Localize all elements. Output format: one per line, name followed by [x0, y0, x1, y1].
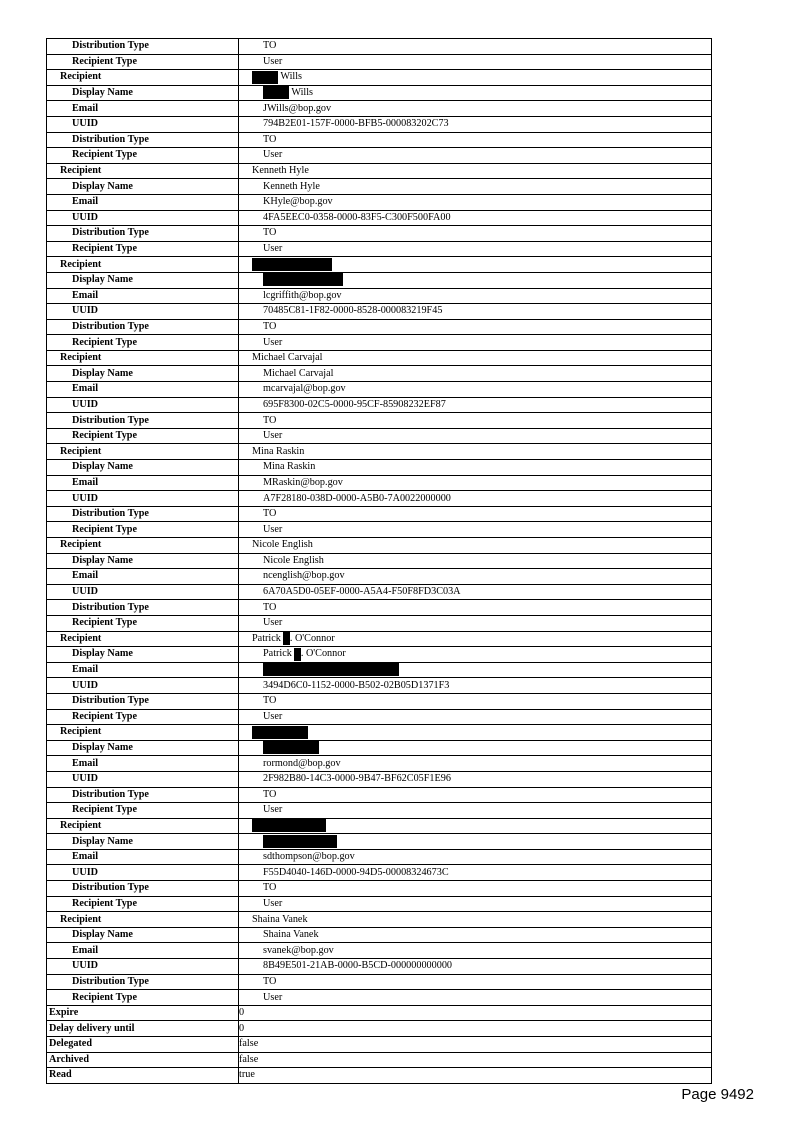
field-value-text: User: [263, 243, 283, 255]
metadata-row: [47, 506, 712, 522]
metadata-row: [47, 475, 712, 491]
metadata-row: [47, 413, 712, 429]
field-label: Recipient: [47, 912, 239, 928]
metadata-row: [47, 927, 712, 943]
field-value: [239, 943, 712, 959]
field-value: [239, 460, 712, 476]
field-value: [239, 662, 712, 678]
metadata-row: [47, 163, 712, 179]
metadata-row: [47, 1068, 712, 1084]
field-value: [239, 210, 712, 226]
metadata-row: [47, 959, 712, 975]
field-value: [239, 116, 712, 132]
field-label: Recipient: [47, 818, 239, 834]
metadata-row: [47, 943, 712, 959]
metadata-row: [47, 210, 712, 226]
field-value: [239, 163, 712, 179]
field-label: Recipient Type: [47, 709, 239, 725]
field-label: Distribution Type: [47, 132, 239, 148]
metadata-row: [47, 647, 712, 663]
metadata-row: [47, 1021, 712, 1037]
field-label: Email: [47, 194, 239, 210]
field-value-text: rormond@bop.gov: [263, 757, 341, 769]
field-value-text: TO: [263, 40, 277, 52]
field-value-text: 0: [239, 1007, 245, 1019]
field-label: Recipient: [47, 257, 239, 273]
field-value: [239, 740, 712, 756]
field-label: Recipient Type: [47, 522, 239, 538]
field-label: UUID: [47, 771, 239, 787]
metadata-row: [47, 865, 712, 881]
field-value-text: TO: [263, 788, 277, 800]
redaction-block: [252, 258, 332, 271]
field-value-text: false: [239, 1053, 259, 1065]
field-value: [239, 584, 712, 600]
field-label: Recipient Type: [47, 335, 239, 351]
field-label: Recipient Type: [47, 803, 239, 819]
field-value-text: Nicole English: [252, 539, 313, 551]
field-value-text: TO: [263, 133, 277, 145]
field-value-text: F55D4040-146D-0000-94D5-00008324673C: [263, 866, 449, 878]
field-value: [239, 849, 712, 865]
field-value: [239, 569, 712, 585]
metadata-row: [47, 693, 712, 709]
field-value: [239, 896, 712, 912]
field-value-text: 695F8300-02C5-0000-95CF-85908232EF87: [263, 398, 446, 410]
field-label: Archived: [47, 1052, 239, 1068]
field-value-text: Patrick: [263, 648, 292, 660]
field-label: Recipient: [47, 631, 239, 647]
metadata-row: [47, 1037, 712, 1053]
field-value-text: true: [239, 1069, 255, 1081]
metadata-row: [47, 725, 712, 741]
field-value-text: lcgriffith@bop.gov: [263, 289, 342, 301]
field-value: [239, 693, 712, 709]
field-value: [239, 304, 712, 320]
redaction-block: [283, 632, 290, 645]
metadata-row: [47, 54, 712, 70]
field-value: [239, 927, 712, 943]
field-label: Display Name: [47, 85, 239, 101]
field-value: [239, 647, 712, 663]
field-value: [239, 319, 712, 335]
metadata-row: [47, 834, 712, 850]
field-value: [239, 132, 712, 148]
field-value: [239, 678, 712, 694]
field-value-text: TO: [263, 882, 277, 894]
field-value-text: 3494D6C0-1152-0000-B502-02B05D1371F3: [263, 679, 450, 691]
field-value-text: . O'Connor: [300, 648, 346, 660]
field-value: [239, 148, 712, 164]
metadata-row: [47, 397, 712, 413]
field-value-text: User: [263, 710, 283, 722]
field-value: [239, 475, 712, 491]
redaction-block: [252, 71, 278, 84]
metadata-row: [47, 522, 712, 538]
metadata-row: [47, 194, 712, 210]
field-value: [239, 397, 712, 413]
field-value: [239, 54, 712, 70]
field-value: [239, 1005, 712, 1021]
field-value: [239, 787, 712, 803]
metadata-row: [47, 662, 712, 678]
field-value-text: User: [263, 55, 283, 67]
field-value-text: User: [263, 804, 283, 816]
field-label: Display Name: [47, 740, 239, 756]
redaction-block: [263, 273, 343, 286]
field-value-text: Nicole English: [263, 554, 324, 566]
field-value: [239, 241, 712, 257]
field-value: [239, 600, 712, 616]
field-value-text: TO: [263, 414, 277, 426]
field-value-text: TO: [263, 695, 277, 707]
field-label: Distribution Type: [47, 319, 239, 335]
field-value: [239, 179, 712, 195]
metadata-row: [47, 39, 712, 55]
metadata-row: [47, 584, 712, 600]
field-label: Email: [47, 475, 239, 491]
field-label: Distribution Type: [47, 787, 239, 803]
field-value-text: User: [263, 430, 283, 442]
metadata-row: [47, 366, 712, 382]
redaction-block: [252, 726, 308, 739]
field-value: [239, 226, 712, 242]
field-label: UUID: [47, 678, 239, 694]
page-number: Page 9492: [681, 1086, 754, 1103]
field-value-text: Mina Raskin: [252, 445, 305, 457]
field-label: Distribution Type: [47, 974, 239, 990]
field-value-text: Michael Carvajal: [263, 367, 334, 379]
metadata-row: [47, 101, 712, 117]
metadata-row: [47, 600, 712, 616]
field-value-text: mcarvajal@bop.gov: [263, 383, 346, 395]
field-label: Email: [47, 101, 239, 117]
field-label: Display Name: [47, 834, 239, 850]
metadata-row: [47, 771, 712, 787]
metadata-row: [47, 631, 712, 647]
field-value-text: MRaskin@bop.gov: [263, 476, 343, 488]
field-value: [239, 881, 712, 897]
field-value: [239, 615, 712, 631]
field-value-text: Mina Raskin: [263, 461, 316, 473]
field-label: Recipient Type: [47, 428, 239, 444]
redaction-block: [263, 741, 319, 754]
metadata-row: [47, 849, 712, 865]
metadata-row: [47, 148, 712, 164]
metadata-row: [47, 553, 712, 569]
metadata-row: [47, 912, 712, 928]
metadata-row: [47, 709, 712, 725]
field-value-text: User: [263, 523, 283, 535]
field-value-text: . O'Connor: [289, 632, 335, 644]
field-value: [239, 288, 712, 304]
field-value-text: Shaina Vanek: [263, 929, 319, 941]
field-value-text: User: [263, 149, 283, 161]
field-value-text: User: [263, 897, 283, 909]
field-value-text: 6A70A5D0-05EF-0000-A5A4-F50F8FD3C03A: [263, 586, 461, 598]
field-label: Recipient Type: [47, 896, 239, 912]
metadata-row: [47, 756, 712, 772]
field-label: Distribution Type: [47, 881, 239, 897]
metadata-row: [47, 226, 712, 242]
field-value: [239, 538, 712, 554]
field-value-text: Wills: [289, 87, 314, 99]
field-value: [239, 257, 712, 273]
field-value: [239, 39, 712, 55]
metadata-row: [47, 538, 712, 554]
metadata-row: [47, 990, 712, 1006]
field-value: [239, 413, 712, 429]
field-value: [239, 912, 712, 928]
field-label: UUID: [47, 959, 239, 975]
field-label: Distribution Type: [47, 39, 239, 55]
field-value: [239, 366, 712, 382]
field-value: [239, 818, 712, 834]
field-label: Recipient Type: [47, 54, 239, 70]
field-label: Recipient: [47, 444, 239, 460]
metadata-row: [47, 615, 712, 631]
field-label: Email: [47, 569, 239, 585]
field-value: [239, 70, 712, 86]
field-value-text: 8B49E501-21AB-0000-B5CD-000000000000: [263, 960, 453, 972]
field-value-text: 794B2E01-157F-0000-BFB5-000083202C73: [263, 118, 449, 130]
metadata-row: [47, 787, 712, 803]
field-value: [239, 335, 712, 351]
metadata-row: [47, 740, 712, 756]
field-label: Display Name: [47, 553, 239, 569]
field-value: [239, 1052, 712, 1068]
field-value: [239, 771, 712, 787]
metadata-row: [47, 319, 712, 335]
field-value-text: Kenneth Hyle: [263, 180, 320, 192]
field-label: Email: [47, 382, 239, 398]
redaction-block: [263, 835, 337, 848]
field-value: [239, 756, 712, 772]
field-label: Display Name: [47, 460, 239, 476]
field-label: Display Name: [47, 179, 239, 195]
metadata-row: [47, 179, 712, 195]
metadata-row: [47, 1052, 712, 1068]
field-value: [239, 803, 712, 819]
field-label: UUID: [47, 491, 239, 507]
field-value: [239, 85, 712, 101]
redaction-block: [263, 663, 399, 676]
field-value: [239, 491, 712, 507]
field-value-text: 4FA5EEC0-0358-0000-83F5-C300F500FA00: [263, 211, 451, 223]
field-value: [239, 506, 712, 522]
metadata-row: [47, 974, 712, 990]
field-value: [239, 522, 712, 538]
field-value-text: TO: [263, 320, 277, 332]
field-label: Display Name: [47, 366, 239, 382]
metadata-row: [47, 272, 712, 288]
field-label: UUID: [47, 116, 239, 132]
field-value: [239, 428, 712, 444]
field-value-text: KHyle@bop.gov: [263, 196, 333, 208]
field-value: [239, 382, 712, 398]
field-value-text: Michael Carvajal: [252, 352, 323, 364]
metadata-row: [47, 491, 712, 507]
metadata-row: [47, 444, 712, 460]
metadata-row: [47, 896, 712, 912]
field-value: [239, 709, 712, 725]
field-value: [239, 101, 712, 117]
field-label: Recipient Type: [47, 990, 239, 1006]
field-label: UUID: [47, 304, 239, 320]
metadata-row: [47, 132, 712, 148]
field-value: [239, 194, 712, 210]
metadata-row: [47, 116, 712, 132]
field-value-text: Patrick: [252, 632, 281, 644]
field-value-text: Shaina Vanek: [252, 913, 308, 925]
field-value: [239, 272, 712, 288]
metadata-row: [47, 241, 712, 257]
metadata-row: [47, 304, 712, 320]
field-value: [239, 1021, 712, 1037]
field-value: [239, 959, 712, 975]
field-label: UUID: [47, 584, 239, 600]
field-label: Recipient Type: [47, 241, 239, 257]
field-value-text: false: [239, 1038, 259, 1050]
field-value-text: svanek@bop.gov: [263, 944, 334, 956]
metadata-row: [47, 350, 712, 366]
field-value-text: TO: [263, 975, 277, 987]
field-value: [239, 631, 712, 647]
field-label: Recipient: [47, 538, 239, 554]
field-label: Delay delivery until: [47, 1021, 239, 1037]
field-label: Email: [47, 756, 239, 772]
field-value-text: sdthompson@bop.gov: [263, 851, 355, 863]
field-value: [239, 1037, 712, 1053]
metadata-row: [47, 288, 712, 304]
field-value-text: 2F982B80-14C3-0000-9B47-BF62C05F1E96: [263, 773, 451, 785]
metadata-row: [47, 85, 712, 101]
field-value-text: TO: [263, 601, 277, 613]
field-value: [239, 834, 712, 850]
message-metadata-table: [46, 38, 712, 1084]
metadata-row: [47, 678, 712, 694]
field-label: Distribution Type: [47, 413, 239, 429]
field-label: Recipient: [47, 163, 239, 179]
field-label: Email: [47, 662, 239, 678]
field-label: Recipient Type: [47, 615, 239, 631]
field-value-text: User: [263, 336, 283, 348]
field-value-text: TO: [263, 227, 277, 239]
metadata-row: [47, 428, 712, 444]
field-value-text: 0: [239, 1022, 245, 1034]
field-value-text: TO: [263, 508, 277, 520]
field-value: [239, 444, 712, 460]
field-label: Distribution Type: [47, 226, 239, 242]
document-page: [46, 38, 712, 1084]
field-value-text: 70485C81-1F82-0000-8528-000083219F45: [263, 305, 443, 317]
metadata-row: [47, 1005, 712, 1021]
field-value-text: A7F28180-038D-0000-A5B0-7A0022000000: [263, 492, 451, 504]
field-value-text: JWills@bop.gov: [263, 102, 332, 114]
metadata-row: [47, 382, 712, 398]
field-label: Display Name: [47, 927, 239, 943]
metadata-row: [47, 70, 712, 86]
metadata-row: [47, 460, 712, 476]
field-label: Recipient Type: [47, 148, 239, 164]
field-label: Display Name: [47, 272, 239, 288]
field-label: UUID: [47, 210, 239, 226]
field-label: Distribution Type: [47, 693, 239, 709]
field-label: Email: [47, 849, 239, 865]
field-label: UUID: [47, 865, 239, 881]
metadata-row: [47, 881, 712, 897]
field-value-text: User: [263, 991, 283, 1003]
metadata-row: [47, 569, 712, 585]
field-label: UUID: [47, 397, 239, 413]
field-value: [239, 865, 712, 881]
field-label: Email: [47, 943, 239, 959]
field-value: [239, 974, 712, 990]
redaction-block: [263, 86, 289, 99]
field-label: Distribution Type: [47, 600, 239, 616]
field-label: Delegated: [47, 1037, 239, 1053]
redaction-block: [252, 819, 326, 832]
metadata-row: [47, 818, 712, 834]
field-value: [239, 1068, 712, 1084]
field-label: Display Name: [47, 647, 239, 663]
metadata-row: [47, 335, 712, 351]
field-value: [239, 553, 712, 569]
field-value-text: Kenneth Hyle: [252, 165, 309, 177]
field-label: Recipient: [47, 725, 239, 741]
field-value-text: Wills: [278, 71, 303, 83]
metadata-row: [47, 803, 712, 819]
field-label: Expire: [47, 1005, 239, 1021]
field-label: Read: [47, 1068, 239, 1084]
field-label: Recipient: [47, 350, 239, 366]
field-label: Distribution Type: [47, 506, 239, 522]
field-value: [239, 990, 712, 1006]
field-value-text: ncenglish@bop.gov: [263, 570, 345, 582]
field-label: Recipient: [47, 70, 239, 86]
field-value: [239, 350, 712, 366]
field-value-text: User: [263, 617, 283, 629]
redaction-block: [294, 648, 301, 661]
field-value: [239, 725, 712, 741]
metadata-row: [47, 257, 712, 273]
field-label: Email: [47, 288, 239, 304]
